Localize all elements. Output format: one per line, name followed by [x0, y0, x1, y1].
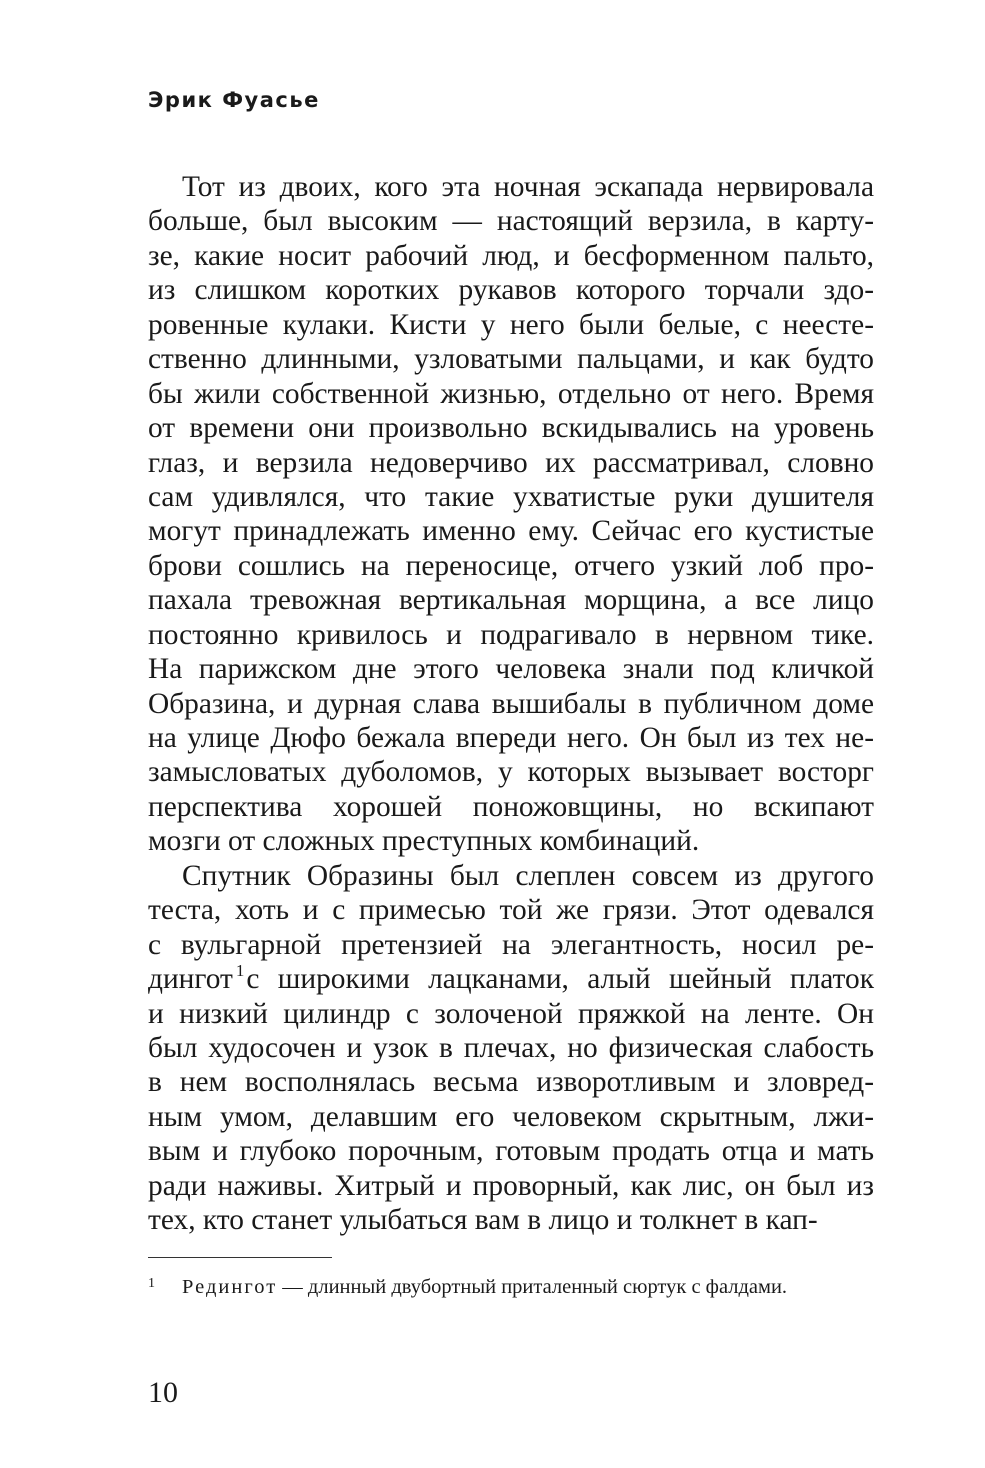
- text-line: был худосочен и узок в плечах, но физическая слабость: [148, 1031, 874, 1064]
- text-line: могут принадлежать именно ему. Сейчас его кустистые: [148, 515, 874, 548]
- text-line: ным умом, делавшим его человеком скрытным, лжи-: [148, 1100, 874, 1133]
- footnote-divider: [148, 1257, 332, 1258]
- text-line: сам удивлялся, что такие ухватистые руки душителя: [148, 480, 874, 513]
- text-line: зе, какие носит рабочий люд, и бесформенном пальто,: [148, 239, 874, 272]
- running-header: Эрик Фуасье: [148, 88, 320, 112]
- text-line: перспектива хорошей поножовщины, но вскипают: [148, 790, 874, 823]
- text-line: Тот из двоих, кого эта ночная эскапада нервировала: [182, 171, 874, 203]
- paragraph: [148, 859, 874, 1238]
- text-segment: с широкими лацканами, алый шейный платок: [246, 963, 874, 996]
- text-line: из слишком коротких рукавов которого торчали здо-: [148, 274, 874, 307]
- text-line: постоянно кривилось и подрагивало в нервном тике.: [148, 618, 874, 651]
- footnote-marker: 1: [148, 1276, 155, 1291]
- text-line: глаз, и верзила недоверчиво их рассматривал, словно: [148, 446, 874, 479]
- page-number: 10: [148, 1376, 178, 1409]
- text-line: от времени они произвольно вскидывались на уровень: [148, 412, 874, 445]
- text-line: теста, хоть и с примесью той же грязи. Этот одевался: [148, 894, 874, 927]
- text-line: ради наживы. Хитрый и проворный, как лис, он был из: [148, 1169, 874, 1202]
- text-line: больше, был высоким — настоящий верзила, в карту-: [148, 205, 874, 238]
- text-line: тех, кто станет улыбаться вам в лицо и толкнет в кап-: [148, 1204, 818, 1237]
- text-line: бы жили собственной жизнью, отдельно от него. Время: [148, 377, 874, 410]
- text-line: в нем восполнялась весьма изворотливым и зловред-: [148, 1066, 874, 1099]
- footnote-text: — длинный двубортный приталенный сюртук с фалдами.: [277, 1276, 788, 1298]
- text-line: ровенные кулаки. Кисти у него были белые, с неесте-: [148, 308, 874, 341]
- text-line: замысловатых дуболомов, у которых вызывает восторг: [148, 756, 874, 789]
- text-line: [148, 962, 874, 996]
- text-line: На парижском дне этого человека знали под кличкой: [148, 653, 874, 686]
- paragraph: [148, 170, 874, 859]
- text-line: брови сошлись на переносице, отчего узкий лоб про-: [148, 549, 874, 582]
- text-line: и низкий цилиндр с золоченой пряжкой на ленте. Он: [148, 997, 874, 1030]
- text-line: Образина, и дурная слава вышибалы в публичном доме: [148, 687, 874, 720]
- text-line: с вульгарной претензией на элегантность, носил ре-: [148, 928, 874, 961]
- text-line: вым и глубоко порочным, готовым продать отца и мать: [148, 1135, 874, 1168]
- text-line: мозги от сложных преступных комбинаций.: [148, 825, 700, 858]
- text-line: ственно длинными, узловатыми пальцами, и как будто: [148, 343, 874, 376]
- text-line: на улице Дюфо бежала впереди него. Он был из тех не-: [148, 722, 874, 754]
- footnote-term: Редингот: [182, 1276, 278, 1298]
- footnote: [148, 1271, 888, 1300]
- footnote-reference[interactable]: 1: [235, 961, 245, 981]
- text-line: Спутник Образины был слеплен совсем из другого: [182, 859, 874, 892]
- body-text: [148, 170, 874, 1238]
- text-segment: дингот: [148, 963, 233, 996]
- text-line: пахала тревожная вертикальная морщина, а все лицо: [148, 584, 874, 617]
